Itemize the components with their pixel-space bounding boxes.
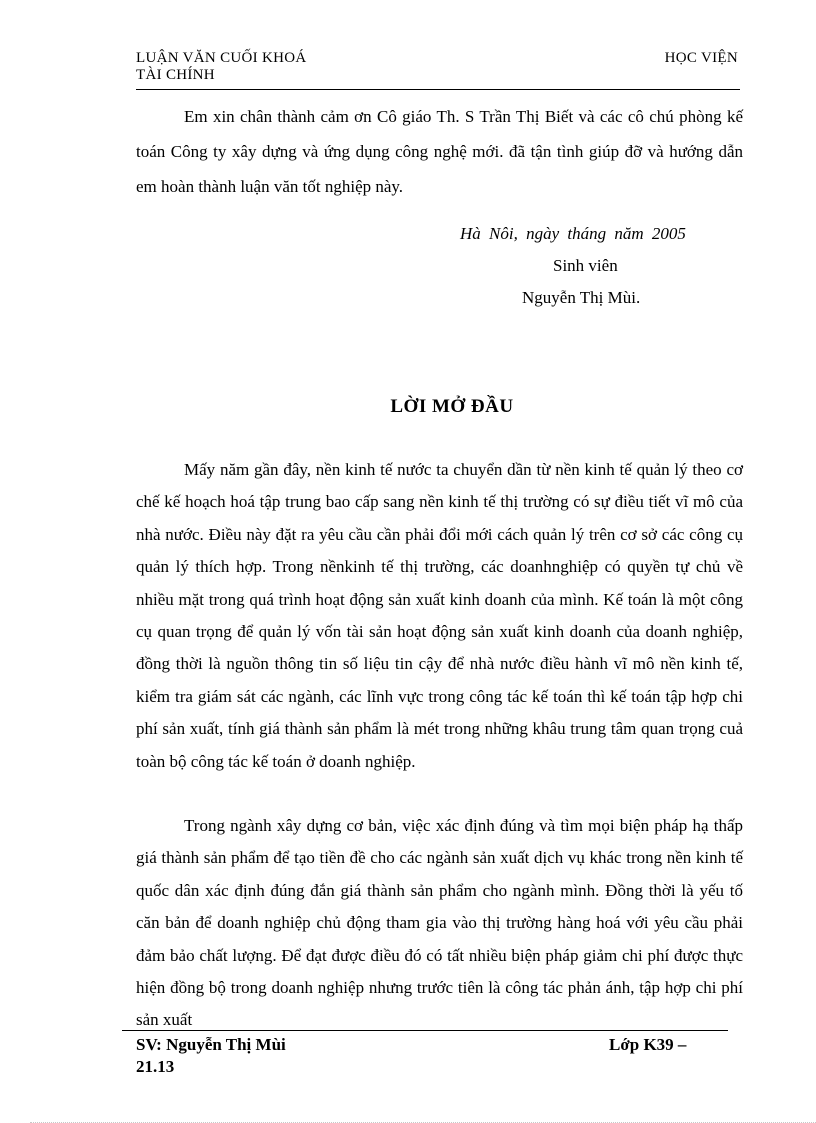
- signature-date: Hà Nôi, ngày tháng năm 2005: [460, 224, 686, 243]
- footer-class-cont: 21.13: [136, 1057, 175, 1076]
- acknowledgement-paragraph: Em xin chân thành cảm ơn Cô giáo Th. S Trần Thị Biết và các cô chú phòng kế toán Công ty xây dựng và ứng dụng công nghệ mới. đã tận tình giúp đỡ và hướng dẫn em hoàn thành luận văn tốt nghiệp này.: [136, 107, 743, 196]
- signature-name: Nguyễn Thị Mùi.: [522, 288, 641, 307]
- footer-divider: [122, 1030, 728, 1031]
- header-divider: [136, 89, 740, 90]
- footer-class: Lớp K39 –: [609, 1035, 687, 1054]
- intro-paragraph-1: Mấy năm gần đây, nền kinh tế nước ta chuyển dần từ nền kinh tế quản lý theo cơ chế kế hoạch hoá tập trung bao cấp sang nền kinh tế thị trường có sự điều tiết vĩ mô của nhà nước. Điều này đặt ra yêu cầu cần phải đổi mới cách quản lý trên cơ sở các công cụ quản lý thích hợp. Trong nềnkinh tế thị trường, các doanhnghiệp có quyền tự chủ về nhiều mặt trong quá trình hoạt động sản xuất kinh doanh của mình. Kế toán là một công cụ quan trọng để quản lý vốn tài sản hoạt động sản xuất kinh doanh của doanh nghiệp, đồng thời là nguồn thông tin số liệu tin cậy để nhà nước điều hành vĩ mô nền kinh tế, kiểm tra giám sát các ngành, các lĩnh vực trong công tác kế toán thì kế toán tập hợp chi phí sản xuất, tính giá thành sản phẩm là mét trong những khâu trung tâm quan trọng cuả toàn bộ công tác kế toán ở doanh nghiệp.: [136, 460, 743, 771]
- section-title: LỜI MỞ ĐẦU: [390, 396, 514, 417]
- header-left-line2: TÀI CHÍNH: [136, 67, 215, 83]
- signature-role: Sinh viên: [553, 256, 618, 275]
- intro-paragraph-2: Trong ngành xây dựng cơ bản, việc xác định đúng và tìm mọi biện pháp hạ thấp giá thành sản phẩm để tạo tiền đề cho các ngành sản xuất dịch vụ khác trong nền kinh tế quốc dân xác định đúng đắn giá thành sản phẩm cho ngành mình. Đồng thời là yếu tố căn bản để doanh nghiệp chủ động tham gia vào thị trường hàng hoá với yêu cầu phải đảm bảo chất lượng. Để đạt được điều đó có tất nhiều biện pháp giảm chi phí được thực hiện đồng bộ trong doanh nghiệp nhưng trước tiên là công tác phản ánh, tập hợp chi phí sản xuất: [136, 816, 743, 1030]
- header-left-line1: LUẬN VĂN CUỐI KHOÁ: [136, 50, 307, 66]
- footer-student: SV: Nguyễn Thị Mùi: [136, 1035, 286, 1054]
- header-left: [136, 50, 307, 84]
- header-right: HỌC VIỆN: [664, 50, 738, 66]
